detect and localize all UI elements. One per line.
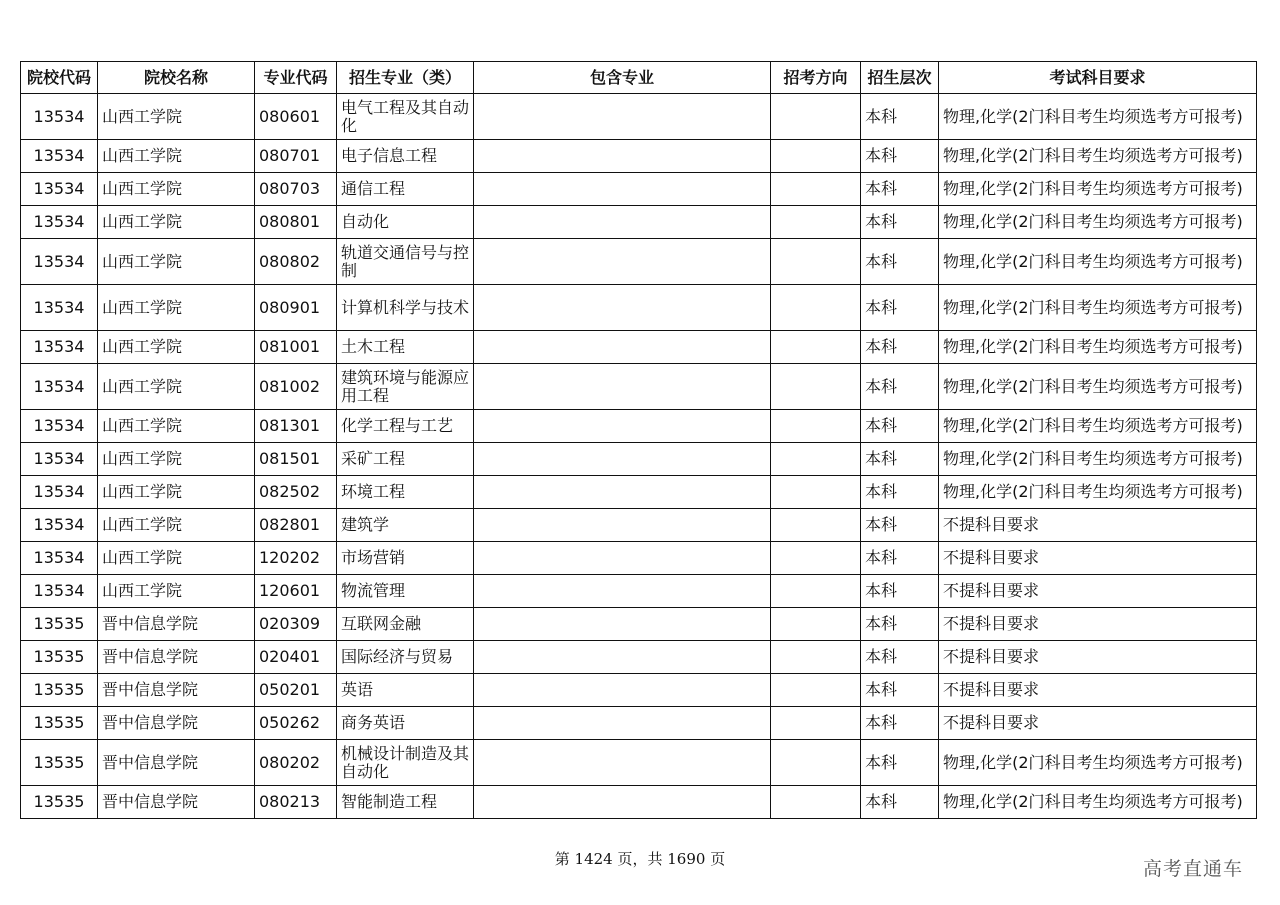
cell-school-code: 13535: [21, 786, 98, 819]
cell-direction: [771, 206, 861, 239]
cell-major: 英语: [337, 674, 474, 707]
cell-subject-requirement: 物理,化学(2门科目考生均须选考方可报考): [939, 140, 1257, 173]
table-row: [21, 786, 1257, 819]
cell-subject-requirement: 物理,化学(2门科目考生均须选考方可报考): [939, 94, 1257, 140]
table-row: [21, 206, 1257, 239]
cell-major-code: 081301: [255, 410, 337, 443]
cell-school-code: 13534: [21, 173, 98, 206]
cell-major: 计算机科学与技术: [337, 285, 474, 331]
cell-direction: [771, 476, 861, 509]
table-row: [21, 740, 1257, 786]
cell-major: 电子信息工程: [337, 140, 474, 173]
cell-included-majors: [474, 285, 771, 331]
cell-school-code: 13534: [21, 575, 98, 608]
cell-major: 建筑环境与能源应用工程: [337, 364, 474, 410]
cell-school-code: 13535: [21, 740, 98, 786]
cell-included-majors: [474, 443, 771, 476]
cell-major: 土木工程: [337, 331, 474, 364]
cell-major: 电气工程及其自动化: [337, 94, 474, 140]
cell-level: 本科: [861, 239, 939, 285]
cell-subject-requirement: 物理,化学(2门科目考生均须选考方可报考): [939, 410, 1257, 443]
cell-school-name: 山西工学院: [98, 140, 255, 173]
cell-major-code: 080801: [255, 206, 337, 239]
cell-direction: [771, 641, 861, 674]
cell-major: 市场营销: [337, 542, 474, 575]
cell-school-name: 山西工学院: [98, 443, 255, 476]
table-row: [21, 173, 1257, 206]
header-level: 招生层次: [861, 62, 939, 94]
cell-direction: [771, 786, 861, 819]
cell-direction: [771, 707, 861, 740]
table-row: [21, 707, 1257, 740]
cell-subject-requirement: 物理,化学(2门科目考生均须选考方可报考): [939, 443, 1257, 476]
table-row: [21, 239, 1257, 285]
table-row: [21, 641, 1257, 674]
table-row: [21, 575, 1257, 608]
cell-school-code: 13535: [21, 674, 98, 707]
table-row: [21, 542, 1257, 575]
cell-direction: [771, 239, 861, 285]
cell-subject-requirement: 物理,化学(2门科目考生均须选考方可报考): [939, 239, 1257, 285]
cell-direction: [771, 608, 861, 641]
cell-subject-requirement: 不提科目要求: [939, 608, 1257, 641]
cell-major-code: 080901: [255, 285, 337, 331]
cell-major-code: 080202: [255, 740, 337, 786]
table-row: [21, 331, 1257, 364]
cell-direction: [771, 542, 861, 575]
header-major-code: 专业代码: [255, 62, 337, 94]
cell-included-majors: [474, 206, 771, 239]
cell-direction: [771, 94, 861, 140]
table-row: [21, 443, 1257, 476]
cell-major-code: 120601: [255, 575, 337, 608]
cell-major: 轨道交通信号与控制: [337, 239, 474, 285]
cell-subject-requirement: 不提科目要求: [939, 575, 1257, 608]
cell-major: 智能制造工程: [337, 786, 474, 819]
cell-included-majors: [474, 542, 771, 575]
table-row: [21, 476, 1257, 509]
cell-included-majors: [474, 740, 771, 786]
cell-school-name: 山西工学院: [98, 410, 255, 443]
cell-subject-requirement: 物理,化学(2门科目考生均须选考方可报考): [939, 364, 1257, 410]
table-row: [21, 509, 1257, 542]
cell-included-majors: [474, 410, 771, 443]
cell-school-name: 山西工学院: [98, 206, 255, 239]
cell-school-code: 13535: [21, 608, 98, 641]
table-row: [21, 410, 1257, 443]
header-school-code: 院校代码: [21, 62, 98, 94]
table-row: [21, 285, 1257, 331]
cell-major: 采矿工程: [337, 443, 474, 476]
cell-school-code: 13535: [21, 707, 98, 740]
cell-direction: [771, 410, 861, 443]
cell-major: 物流管理: [337, 575, 474, 608]
cell-school-name: 山西工学院: [98, 509, 255, 542]
cell-major: 通信工程: [337, 173, 474, 206]
cell-major-code: 081002: [255, 364, 337, 410]
page-footer: 第 1424 页，共 1690 页: [554, 850, 726, 868]
cell-school-name: 山西工学院: [98, 94, 255, 140]
cell-school-name: 山西工学院: [98, 173, 255, 206]
cell-level: 本科: [861, 364, 939, 410]
cell-included-majors: [474, 94, 771, 140]
table-body: [21, 94, 1257, 819]
cell-level: 本科: [861, 94, 939, 140]
cell-major: 建筑学: [337, 509, 474, 542]
cell-subject-requirement: 物理,化学(2门科目考生均须选考方可报考): [939, 285, 1257, 331]
cell-school-code: 13534: [21, 443, 98, 476]
cell-major: 商务英语: [337, 707, 474, 740]
header-included-majors: 包含专业: [474, 62, 771, 94]
cell-included-majors: [474, 608, 771, 641]
cell-major: 环境工程: [337, 476, 474, 509]
cell-direction: [771, 674, 861, 707]
cell-school-code: 13534: [21, 364, 98, 410]
cell-subject-requirement: 物理,化学(2门科目考生均须选考方可报考): [939, 786, 1257, 819]
cell-school-code: 13534: [21, 140, 98, 173]
cell-school-name: 晋中信息学院: [98, 674, 255, 707]
cell-school-name: 晋中信息学院: [98, 786, 255, 819]
cell-subject-requirement: 不提科目要求: [939, 707, 1257, 740]
cell-included-majors: [474, 641, 771, 674]
cell-included-majors: [474, 173, 771, 206]
cell-school-code: 13534: [21, 410, 98, 443]
header-direction: 招考方向: [771, 62, 861, 94]
cell-school-name: 山西工学院: [98, 476, 255, 509]
cell-included-majors: [474, 674, 771, 707]
cell-level: 本科: [861, 674, 939, 707]
table-row: [21, 608, 1257, 641]
cell-school-code: 13534: [21, 94, 98, 140]
cell-included-majors: [474, 509, 771, 542]
cell-school-code: 13534: [21, 285, 98, 331]
cell-school-code: 13535: [21, 641, 98, 674]
table-row: [21, 94, 1257, 140]
cell-subject-requirement: 不提科目要求: [939, 641, 1257, 674]
cell-level: 本科: [861, 476, 939, 509]
cell-included-majors: [474, 331, 771, 364]
cell-school-name: 山西工学院: [98, 285, 255, 331]
cell-major-code: 080802: [255, 239, 337, 285]
cell-major-code: 080213: [255, 786, 337, 819]
cell-level: 本科: [861, 285, 939, 331]
cell-direction: [771, 509, 861, 542]
table-row: [21, 140, 1257, 173]
cell-direction: [771, 173, 861, 206]
cell-included-majors: [474, 786, 771, 819]
cell-level: 本科: [861, 331, 939, 364]
cell-subject-requirement: 物理,化学(2门科目考生均须选考方可报考): [939, 173, 1257, 206]
cell-included-majors: [474, 707, 771, 740]
cell-level: 本科: [861, 173, 939, 206]
cell-direction: [771, 575, 861, 608]
cell-major-code: 020401: [255, 641, 337, 674]
cell-major: 自动化: [337, 206, 474, 239]
admissions-table: [20, 61, 1257, 819]
cell-major-code: 080701: [255, 140, 337, 173]
header-school-name: 院校名称: [98, 62, 255, 94]
cell-school-name: 山西工学院: [98, 239, 255, 285]
cell-school-code: 13534: [21, 476, 98, 509]
table-row: [21, 674, 1257, 707]
cell-school-name: 山西工学院: [98, 331, 255, 364]
cell-level: 本科: [861, 542, 939, 575]
cell-level: 本科: [861, 740, 939, 786]
cell-included-majors: [474, 364, 771, 410]
cell-subject-requirement: 不提科目要求: [939, 542, 1257, 575]
cell-level: 本科: [861, 641, 939, 674]
cell-school-name: 山西工学院: [98, 575, 255, 608]
cell-major: 互联网金融: [337, 608, 474, 641]
header-major: 招生专业（类）: [337, 62, 474, 94]
cell-direction: [771, 285, 861, 331]
cell-direction: [771, 364, 861, 410]
cell-level: 本科: [861, 608, 939, 641]
cell-level: 本科: [861, 786, 939, 819]
cell-included-majors: [474, 140, 771, 173]
cell-level: 本科: [861, 707, 939, 740]
cell-level: 本科: [861, 509, 939, 542]
cell-subject-requirement: 不提科目要求: [939, 674, 1257, 707]
cell-school-name: 山西工学院: [98, 364, 255, 410]
cell-included-majors: [474, 575, 771, 608]
cell-school-name: 晋中信息学院: [98, 641, 255, 674]
cell-school-code: 13534: [21, 331, 98, 364]
cell-major: 化学工程与工艺: [337, 410, 474, 443]
cell-school-code: 13534: [21, 542, 98, 575]
header-subject-requirement: 考试科目要求: [939, 62, 1257, 94]
cell-included-majors: [474, 239, 771, 285]
cell-school-code: 13534: [21, 509, 98, 542]
cell-major-code: 050201: [255, 674, 337, 707]
cell-direction: [771, 740, 861, 786]
cell-school-code: 13534: [21, 239, 98, 285]
table-row: [21, 364, 1257, 410]
cell-level: 本科: [861, 410, 939, 443]
watermark-logo: 高考直通车: [1143, 858, 1244, 880]
cell-subject-requirement: 物理,化学(2门科目考生均须选考方可报考): [939, 740, 1257, 786]
cell-level: 本科: [861, 575, 939, 608]
cell-major-code: 081001: [255, 331, 337, 364]
cell-school-name: 山西工学院: [98, 542, 255, 575]
cell-direction: [771, 331, 861, 364]
header-row: [21, 62, 1257, 94]
cell-major-code: 082801: [255, 509, 337, 542]
cell-subject-requirement: 物理,化学(2门科目考生均须选考方可报考): [939, 206, 1257, 239]
cell-school-code: 13534: [21, 206, 98, 239]
cell-level: 本科: [861, 140, 939, 173]
cell-major-code: 081501: [255, 443, 337, 476]
cell-school-name: 晋中信息学院: [98, 608, 255, 641]
cell-subject-requirement: 物理,化学(2门科目考生均须选考方可报考): [939, 476, 1257, 509]
cell-school-name: 晋中信息学院: [98, 740, 255, 786]
cell-major-code: 120202: [255, 542, 337, 575]
cell-major-code: 082502: [255, 476, 337, 509]
cell-major-code: 050262: [255, 707, 337, 740]
cell-school-name: 晋中信息学院: [98, 707, 255, 740]
cell-subject-requirement: 物理,化学(2门科目考生均须选考方可报考): [939, 331, 1257, 364]
cell-level: 本科: [861, 206, 939, 239]
cell-included-majors: [474, 476, 771, 509]
cell-subject-requirement: 不提科目要求: [939, 509, 1257, 542]
cell-major: 国际经济与贸易: [337, 641, 474, 674]
cell-major-code: 020309: [255, 608, 337, 641]
cell-major-code: 080601: [255, 94, 337, 140]
cell-direction: [771, 443, 861, 476]
cell-major: 机械设计制造及其自动化: [337, 740, 474, 786]
cell-major-code: 080703: [255, 173, 337, 206]
cell-level: 本科: [861, 443, 939, 476]
cell-direction: [771, 140, 861, 173]
